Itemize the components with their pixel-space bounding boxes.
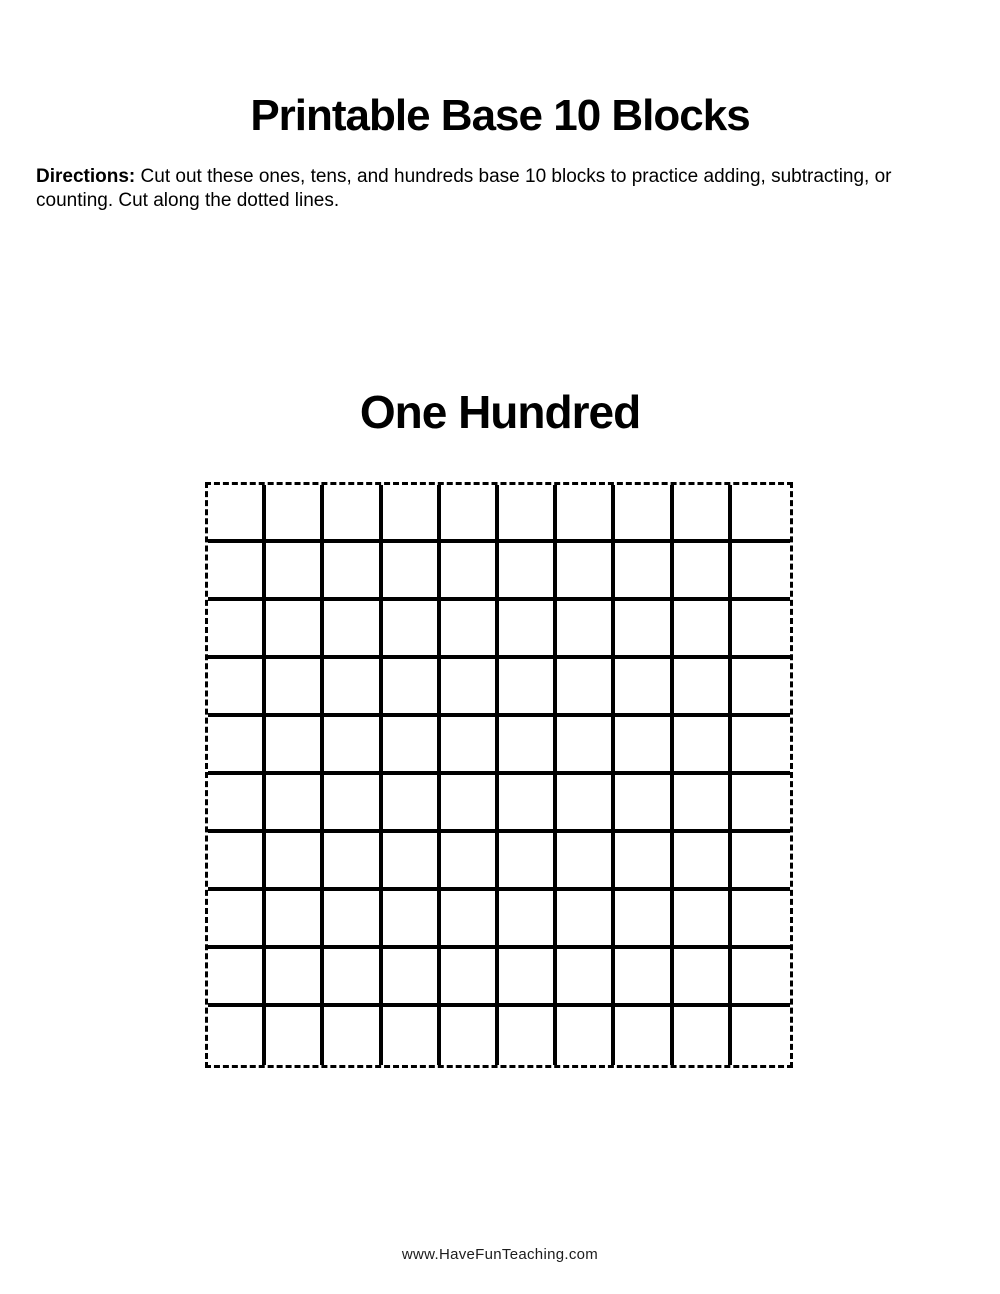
grid-cell	[499, 949, 557, 1007]
grid-cell	[615, 659, 673, 717]
grid-cell	[732, 1007, 790, 1065]
grid-cell	[499, 833, 557, 891]
directions-paragraph	[36, 165, 936, 213]
grid-cell	[499, 717, 557, 775]
grid-cell	[441, 833, 499, 891]
grid-cell	[441, 891, 499, 949]
grid-cell	[208, 659, 266, 717]
grid-cell	[324, 659, 382, 717]
grid-cell	[383, 717, 441, 775]
grid-cell	[674, 775, 732, 833]
grid-cell	[324, 717, 382, 775]
grid-cell	[324, 891, 382, 949]
grid-cell	[499, 543, 557, 601]
grid-cell	[208, 543, 266, 601]
grid-cell	[266, 775, 324, 833]
grid-cell	[732, 601, 790, 659]
grid-cell	[324, 543, 382, 601]
grid-cell	[266, 891, 324, 949]
grid-cell	[732, 659, 790, 717]
hundred-grid	[205, 482, 793, 1068]
grid-cell	[499, 891, 557, 949]
grid-cell	[383, 485, 441, 543]
grid-cell	[208, 717, 266, 775]
grid-cell	[383, 543, 441, 601]
grid-cell	[266, 717, 324, 775]
grid-cell	[557, 543, 615, 601]
grid-cell	[266, 949, 324, 1007]
grid-cell	[732, 717, 790, 775]
grid-cell	[674, 949, 732, 1007]
grid-cell	[557, 949, 615, 1007]
grid-cell	[674, 601, 732, 659]
grid-cell	[208, 891, 266, 949]
grid-cell	[383, 775, 441, 833]
grid-cell	[383, 601, 441, 659]
grid-cell	[324, 485, 382, 543]
grid-cell	[324, 601, 382, 659]
grid-cell	[615, 833, 673, 891]
section-heading-one-hundred: One Hundred	[359, 386, 641, 439]
grid-cell	[557, 717, 615, 775]
grid-cell	[441, 601, 499, 659]
grid-cell	[208, 485, 266, 543]
grid-cell	[674, 659, 732, 717]
grid-cell	[674, 891, 732, 949]
directions-text: Cut out these ones, tens, and hundreds base 10 blocks to practice adding, subtracting, or counting. Cut along the dotted lines.	[36, 166, 892, 211]
grid-cell	[266, 543, 324, 601]
grid-cell	[441, 485, 499, 543]
grid-cell	[266, 485, 324, 543]
grid-cell	[324, 775, 382, 833]
grid-cell	[615, 949, 673, 1007]
grid-cell	[557, 601, 615, 659]
grid-cell	[499, 601, 557, 659]
grid-cell	[324, 949, 382, 1007]
grid-cell	[324, 833, 382, 891]
grid-cell	[557, 833, 615, 891]
grid-cell	[615, 601, 673, 659]
grid-cell	[557, 775, 615, 833]
grid-cell	[732, 543, 790, 601]
grid-cell	[557, 485, 615, 543]
grid-cell	[383, 949, 441, 1007]
grid-cell	[441, 1007, 499, 1065]
grid-cell	[732, 949, 790, 1007]
grid-cell	[557, 891, 615, 949]
grid-cell	[208, 833, 266, 891]
grid-cell	[615, 543, 673, 601]
grid-cell	[674, 543, 732, 601]
grid-cell	[674, 1007, 732, 1065]
grid-cell	[441, 775, 499, 833]
grid-cell	[615, 1007, 673, 1065]
footer-url: www.HaveFunTeaching.com	[401, 1246, 599, 1263]
grid-cell	[266, 833, 324, 891]
grid-cell	[383, 659, 441, 717]
grid-cell	[208, 601, 266, 659]
grid-cell	[674, 717, 732, 775]
grid-cell	[499, 485, 557, 543]
grid-cell	[732, 891, 790, 949]
page-title: Printable Base 10 Blocks	[250, 91, 750, 141]
grid-cell	[615, 717, 673, 775]
grid-cell	[615, 891, 673, 949]
grid-cell	[383, 891, 441, 949]
grid-cell	[615, 775, 673, 833]
grid-cell	[208, 949, 266, 1007]
grid-cell	[383, 833, 441, 891]
grid-cell	[324, 1007, 382, 1065]
grid-cell	[266, 1007, 324, 1065]
grid-cell	[615, 485, 673, 543]
grid-cell	[674, 833, 732, 891]
grid-cell	[499, 659, 557, 717]
grid-cell	[441, 949, 499, 1007]
grid-cell	[208, 775, 266, 833]
directions-label: Directions:	[36, 166, 136, 187]
grid-cell	[441, 659, 499, 717]
grid-cell	[674, 485, 732, 543]
grid-cell	[732, 485, 790, 543]
grid-cell	[266, 601, 324, 659]
grid-cell	[732, 833, 790, 891]
grid-cell	[383, 1007, 441, 1065]
grid-cell	[557, 1007, 615, 1065]
grid-cell	[441, 543, 499, 601]
grid-cell	[441, 717, 499, 775]
grid-cell	[732, 775, 790, 833]
grid-cell	[499, 775, 557, 833]
grid-cell	[266, 659, 324, 717]
grid-cell	[499, 1007, 557, 1065]
grid-cell	[557, 659, 615, 717]
grid-cell	[208, 1007, 266, 1065]
